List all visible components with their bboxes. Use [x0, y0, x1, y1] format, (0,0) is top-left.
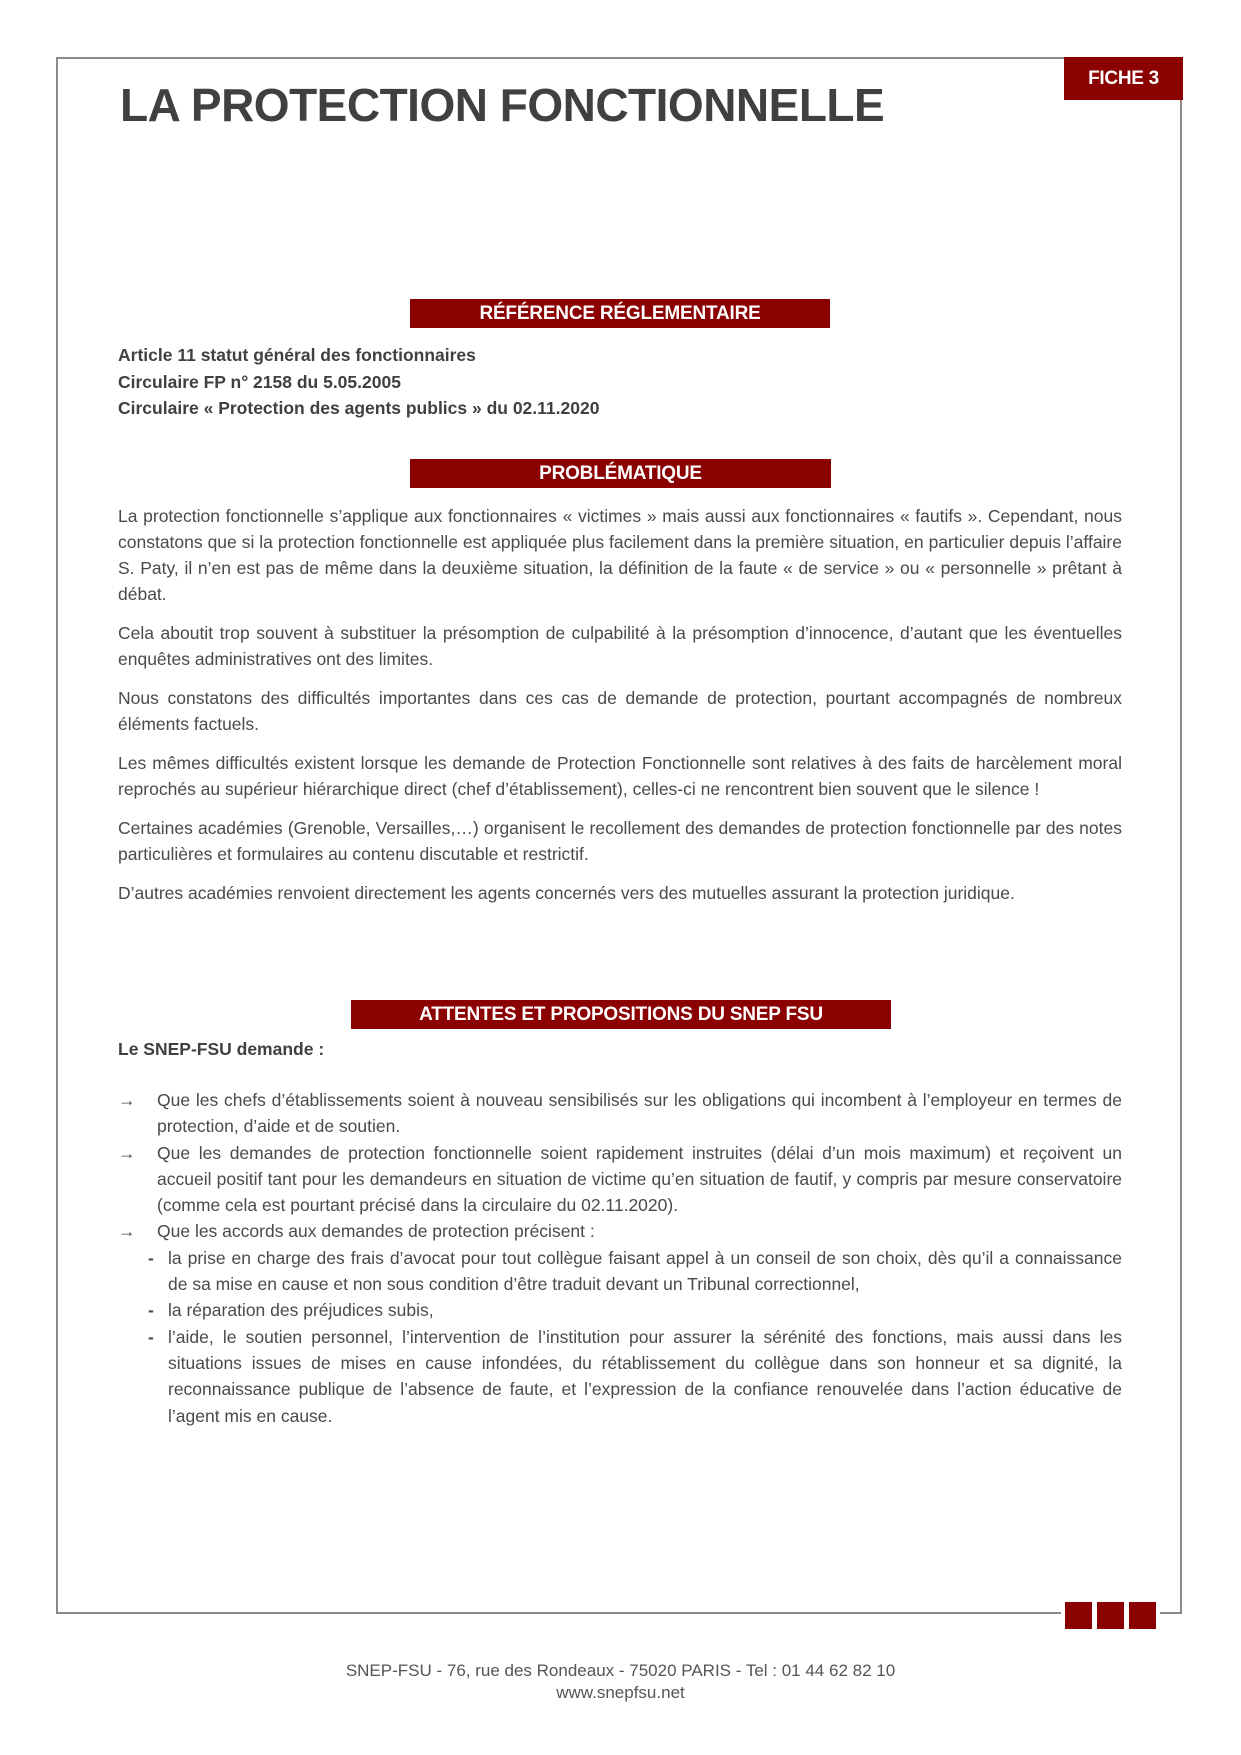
- sub-list: [148, 1245, 1122, 1429]
- decorative-square-icon: [1097, 1602, 1124, 1629]
- list-item: [118, 1140, 1122, 1219]
- dash-bullet-icon: -: [148, 1326, 154, 1347]
- footer-website[interactable]: www.snepfsu.net: [556, 1683, 685, 1702]
- dash-bullet-icon: -: [148, 1300, 154, 1321]
- fiche-badge: FICHE 3: [1064, 57, 1183, 100]
- reference-list: [118, 342, 599, 422]
- reference-line: Circulaire FP n° 2158 du 5.05.2005: [118, 371, 401, 392]
- list-item-text: Que les accords aux demandes de protection précisent :: [157, 1221, 595, 1242]
- section-heading-problematique: PROBLÉMATIQUE: [410, 459, 831, 488]
- decorative-square-icon: [1065, 1602, 1092, 1629]
- paragraph: Certaines académies (Grenoble, Versailles,…) organisent le recollement des demandes de protection fonctionnelle par des notes particulières et formulaires au contenu discutable et restrictif.: [118, 818, 1122, 864]
- demands-list: [118, 1087, 1122, 1429]
- list-item: [118, 1218, 1122, 1428]
- paragraph: Les mêmes difficultés existent lorsque les demande de Protection Fonctionnelle sont relatives à des faits de harcèlement moral reprochés au supérieur hiérarchique direct (chef d’établissement), celles-ci ne rencontrent bien souvent que le silence !: [118, 753, 1122, 799]
- arrow-right-icon: →: [118, 1090, 136, 1110]
- reference-line: Circulaire « Protection des agents publics » du 02.11.2020: [118, 398, 600, 418]
- paragraph: D’autres académies renvoient directement les agents concernés vers des mutuelles assurant la protection juridique.: [118, 883, 1015, 903]
- sub-list-item: [148, 1297, 1122, 1323]
- list-item-text: Que les chefs d’établissements soient à nouveau sensibilisés sur les obligations qui incombent à l’employeur en termes de protection, d’aide et de soutien.: [157, 1090, 1122, 1137]
- sub-list-item: [148, 1324, 1122, 1429]
- page-title: LA PROTECTION FONCTIONNELLE: [120, 79, 885, 131]
- sub-list-item-text: l’aide, le soutien personnel, l’intervention de l’institution pour assurer la sérénité des fonctions, mais aussi dans les situations issues de mises en cause infondées, du rétablissement du collègue dans son honneur et sa dignité, la reconnaissance publique de l’absence de faute, et l’expression de la confiance renouvelée dans l’action éducative de l’agent mis en cause.: [168, 1326, 1122, 1426]
- reference-line: Article 11 statut général des fonctionnaires: [118, 345, 476, 365]
- sub-list-item-text: la réparation des préjudices subis,: [168, 1300, 434, 1321]
- list-item-text: Que les demandes de protection fonctionnelle soient rapidement instruites (délai d’un mois maximum) et reçoivent un accueil positif tant pour les demandeurs en situation de victime qu’en situation de fautif, y compris par mesure conservatoire (comme cela est pourtant précisé dans la circulaire du 02.11.2020).: [157, 1142, 1122, 1216]
- arrow-right-icon: →: [118, 1142, 136, 1163]
- paragraph: La protection fonctionnelle s’applique aux fonctionnaires « victimes » mais aussi aux fonctionnaires « fautifs ». Cependant, nous constatons que si la protection fonctionnelle est appliquée plus facilement dans la première situation, en particulier depuis l’affaire S. Paty, il n’en est pas de même dans la deuxième situation, la définition de la faute « de service » ou « personnelle » prêtant à débat.: [118, 506, 1122, 604]
- sub-list-item: [148, 1245, 1122, 1298]
- problematique-body: [118, 503, 1122, 919]
- decorative-square-icon: [1129, 1602, 1156, 1629]
- sub-list-item-text: la prise en charge des frais d’avocat pour tout collègue faisant appel à un conseil de son choix, dès qu’il a connaissance de sa mise en cause et non sous condition d’être traduit devant un Tribunal correctionnel,: [168, 1247, 1122, 1295]
- section-heading-reference: RÉFÉRENCE RÉGLEMENTAIRE: [410, 299, 830, 328]
- paragraph: Nous constatons des difficultés importantes dans ces cas de demande de protection, pourtant accompagnés de nombreux éléments factuels.: [118, 688, 1122, 734]
- list-item: [118, 1087, 1122, 1140]
- paragraph: Cela aboutit trop souvent à substituer la présomption de culpabilité à la présomption d’innocence, d’autant que les éventuelles enquêtes administratives ont des limites.: [118, 623, 1122, 669]
- section-heading-attentes: ATTENTES ET PROPOSITIONS DU SNEP FSU: [351, 1000, 891, 1029]
- dash-bullet-icon: -: [148, 1247, 154, 1268]
- demands-lead: Le SNEP-FSU demande :: [118, 1039, 325, 1059]
- footer-address: SNEP-FSU - 76, rue des Rondeaux - 75020 PARIS - Tel : 01 44 62 82 10: [345, 1661, 896, 1680]
- arrow-right-icon: →: [118, 1221, 136, 1242]
